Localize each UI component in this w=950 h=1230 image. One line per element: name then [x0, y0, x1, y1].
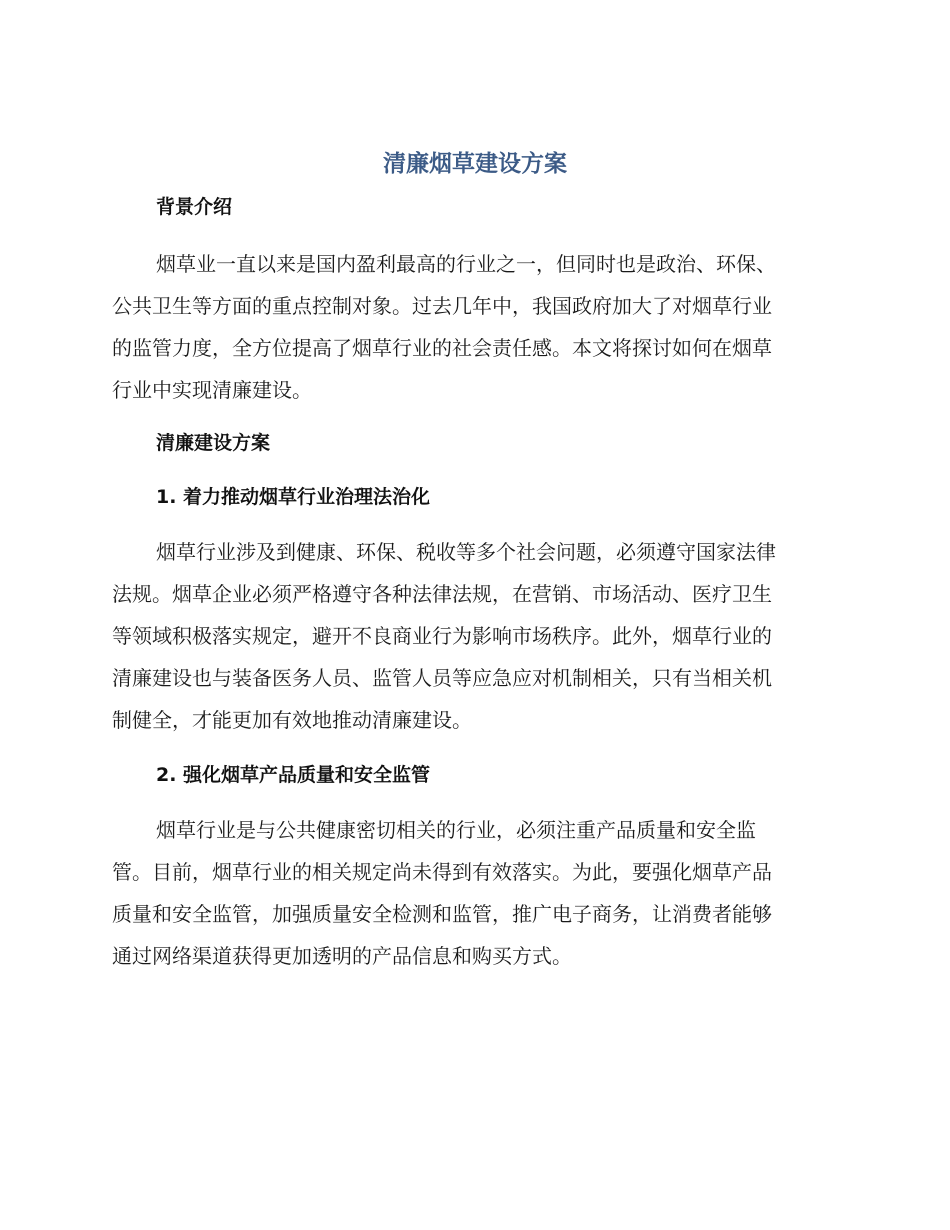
paragraph-line: 质量和安全监管，加强质量安全检测和监管，推广电子商务，让消费者能够: [112, 902, 772, 926]
paragraph-line: 行业中实现清廉建设。: [112, 378, 312, 402]
paragraph-line: 法规。烟草企业必须严格遵守各种法律法规，在营销、市场活动、医疗卫生: [112, 582, 772, 606]
paragraph-line: 公共卫生等方面的重点控制对象。过去几年中，我国政府加大了对烟草行业: [112, 294, 772, 318]
paragraph-line: 制健全，才能更加有效地推动清廉建设。: [112, 708, 472, 732]
section-heading-background: 背景介绍: [156, 196, 233, 218]
paragraph-line: 通过网络渠道获得更加透明的产品信息和购买方式。: [112, 944, 572, 968]
section-heading-rule-of-law: 1. 着力推动烟草行业治理法治化: [156, 486, 431, 508]
section-heading-quality-safety: 2. 强化烟草产品质量和安全监管: [156, 764, 431, 786]
paragraph-line: 的监管力度，全方位提高了烟草行业的社会责任感。本文将探讨如何在烟草: [112, 336, 772, 360]
section-heading-plan: 清廉建设方案: [156, 432, 271, 454]
paragraph-line: 烟草行业是与公共健康密切相关的行业，必须注重产品质量和安全监: [156, 818, 756, 842]
paragraph-line: 管。目前，烟草行业的相关规定尚未得到有效落实。为此，要强化烟草产品: [112, 860, 772, 884]
paragraph-line: 清廉建设也与装备医务人员、监管人员等应急应对机制相关，只有当相关机: [112, 666, 772, 690]
paragraph-quality-safety: [112, 809, 832, 977]
paragraph-background: [112, 243, 832, 411]
document-title: 清廉烟草建设方案: [383, 151, 567, 177]
paragraph-rule-of-law: [112, 531, 832, 741]
paragraph-line: 等领域积极落实规定，避开不良商业行为影响市场秩序。此外，烟草行业的: [112, 624, 772, 648]
paragraph-line: 烟草行业涉及到健康、环保、税收等多个社会问题，必须遵守国家法律: [156, 540, 776, 564]
paragraph-line: 烟草业一直以来是国内盈利最高的行业之一，但同时也是政治、环保、: [156, 252, 776, 276]
